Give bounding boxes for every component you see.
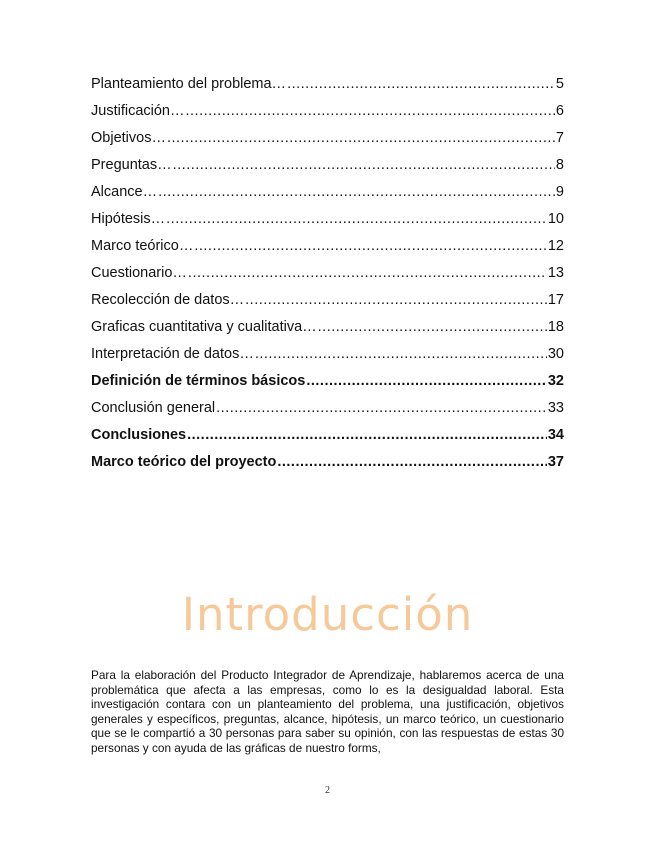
toc-entry-page: 10 <box>547 211 564 227</box>
toc-entry <box>91 101 564 128</box>
toc-entry-label: Justificación… <box>91 103 185 119</box>
toc-entry-page: 37 <box>547 454 564 470</box>
toc-entry-page: 17 <box>547 292 564 308</box>
toc-entry-label: Definición de términos básicos <box>91 373 306 389</box>
toc-entry <box>91 317 564 344</box>
section-heading-introduccion: Introducción <box>181 588 474 641</box>
toc-entry <box>91 209 564 236</box>
toc-leader <box>187 425 547 445</box>
toc-entry-page: 34 <box>547 427 564 443</box>
toc-entry-page: 32 <box>547 373 564 389</box>
toc-entry-page: 7 <box>555 130 564 146</box>
toc-entry <box>91 290 564 317</box>
toc-leader <box>158 182 555 202</box>
toc-leader <box>167 128 555 148</box>
toc-entry <box>91 74 564 101</box>
toc-entry-label: Graficas cuantitativa y cualitativa… <box>91 319 317 335</box>
introduction-paragraph: Para la elaboración del Producto Integrador de Aprendizaje, hablaremos acerca de una problemática que afecta a las empresas, como lo es la desigualdad laboral. Esta investigación contara con un planteamiento del problema, una justificación, objetivos generales y específicos, preguntas, alcance, hipótesis, un marco teórico, un cuestionario que se le compartió a 30 personas para saber su opinión, con las respuestas de estas 30 personas y con ayuda de las gráficas de nuestro forms, <box>91 668 564 755</box>
toc-leader <box>255 344 547 364</box>
toc-entry <box>91 452 564 479</box>
toc-entry <box>91 182 564 209</box>
page-number: 2 <box>325 785 330 796</box>
toc-leader <box>306 371 547 391</box>
toc-leader <box>216 398 547 418</box>
toc-entry-label: Hipótesis… <box>91 211 166 227</box>
toc-entry-label: Marco teórico del proyecto <box>91 454 277 470</box>
toc-entry-page: 18 <box>547 319 564 335</box>
toc-entry <box>91 344 564 371</box>
toc-entry-page: 5 <box>555 76 564 92</box>
toc-leader <box>185 101 554 121</box>
toc-entry-label: Alcance… <box>91 184 158 200</box>
toc-leader <box>318 317 547 337</box>
toc-entry-label: Planteamiento del problema… <box>91 76 287 92</box>
toc-leader <box>188 263 547 283</box>
toc-entry <box>91 263 564 290</box>
toc-entry-label: Interpretación de datos… <box>91 346 254 362</box>
toc-entry-page: 30 <box>547 346 564 362</box>
toc-entry-label: Conclusiones <box>91 427 187 443</box>
toc-leader <box>194 236 547 256</box>
toc-leader <box>277 452 547 472</box>
toc-entry-label: Marco teórico… <box>91 238 194 254</box>
toc-entry-label: Recolección de datos… <box>91 292 245 308</box>
toc-entry-page: 13 <box>547 265 564 281</box>
toc-entry-page: 8 <box>555 157 564 173</box>
toc-entry <box>91 236 564 263</box>
table-of-contents <box>91 74 564 479</box>
toc-entry-page: 12 <box>547 238 564 254</box>
toc-leader <box>245 290 547 310</box>
toc-leader <box>173 155 555 175</box>
toc-entry-page: 33 <box>547 400 564 416</box>
toc-entry <box>91 155 564 182</box>
toc-leader <box>166 209 547 229</box>
toc-entry-label: Preguntas… <box>91 157 172 173</box>
toc-entry-label: Cuestionario… <box>91 265 187 281</box>
toc-entry <box>91 398 564 425</box>
toc-entry <box>91 371 564 398</box>
toc-entry-page: 6 <box>555 103 564 119</box>
toc-entry-label: Conclusión general <box>91 400 216 416</box>
toc-leader <box>287 74 555 94</box>
toc-entry-label: Objetivos… <box>91 130 166 146</box>
toc-entry <box>91 128 564 155</box>
toc-entry-page: 9 <box>555 184 564 200</box>
toc-entry <box>91 425 564 452</box>
